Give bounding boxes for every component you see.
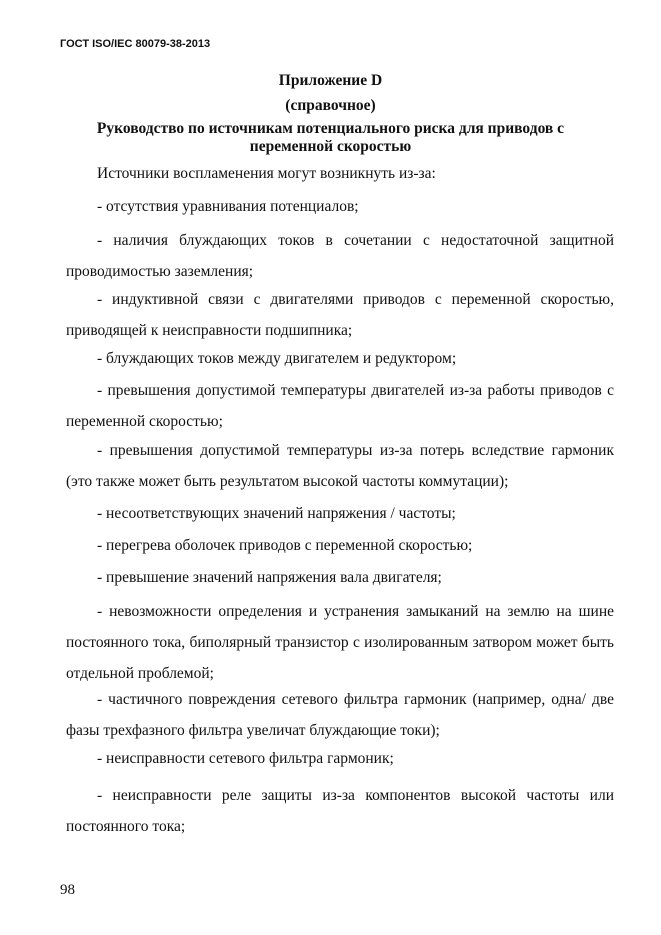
paragraph-item: - перегрева оболочек приводов с переменной скоростью; [97,537,473,554]
paragraph-intro: Источники воспламенения могут возникнуть из-за: [97,165,436,182]
paragraph-item: - наличия блуждающих токов в сочетании с недостаточной защитной проводимостью заземления; [66,232,614,280]
appendix-type: (справочное) [285,97,376,114]
paragraph-item: - превышения допустимой температуры двигателей из-за работы приводов с переменной скоростью; [66,382,614,430]
section-heading: Руководство по источникам потенциального риска для приводов с переменной скоростью [96,120,565,155]
paragraph-item: - неисправности сетевого фильтра гармоник; [97,750,394,767]
paragraph-item: - несоответствующих значений напряжения / частоты; [97,505,456,522]
paragraph-item: - превышение значений напряжения вала двигателя; [97,569,442,586]
paragraph-item: - частичного повреждения сетевого фильтра гармоник (например, одна/ две фазы трехфазного фильтра увеличат блуждающие токи); [66,691,614,739]
paragraph-item: - неисправности реле защиты из-за компонентов высокой частоты или постоянного тока; [66,787,614,835]
paragraph-item: - отсутствия уравнивания потенциалов; [97,198,359,215]
appendix-title: Приложение D [278,72,383,89]
paragraph-item: - блуждающих токов между двигателем и редуктором; [97,350,457,367]
paragraph-item: - невозможности определения и устранения замыканий на землю на шине постоянного тока, биполярный транзистор с изолированным затвором может быть отдельной проблемой; [66,603,614,682]
page-number: 98 [60,882,75,898]
document-header-standard: ГОСТ ISO/IEC 80079-38-2013 [60,38,211,50]
paragraph-item: - превышения допустимой температуры из-за потерь вследствие гармоник (это также может быть результатом высокой частоты коммутации); [66,442,614,490]
paragraph-item: - индуктивной связи с двигателями приводов с переменной скоростью, приводящей к неисправности подшипника; [66,291,614,339]
